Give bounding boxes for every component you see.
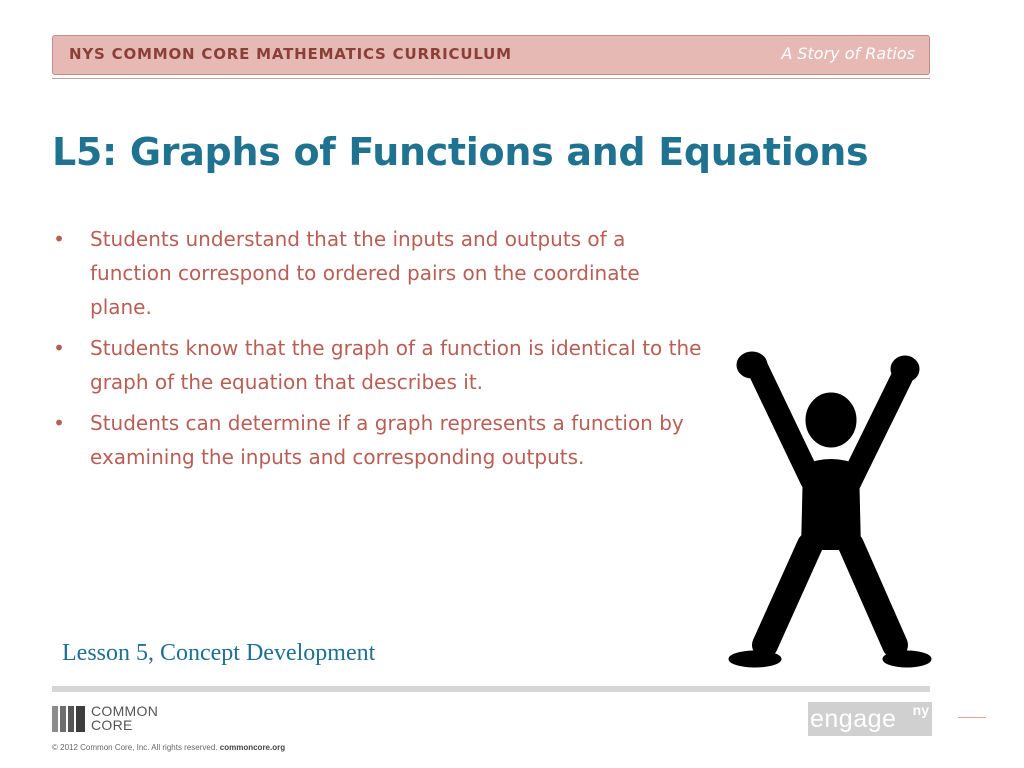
bullet-item bbox=[52, 222, 702, 324]
copyright-link[interactable]: commoncore.org bbox=[219, 743, 286, 752]
bullet-text: Students understand that the inputs and outputs of a function correspond to ordered pairs on the coordinate plane. bbox=[90, 227, 640, 319]
common-core-line2: CORE bbox=[91, 717, 133, 733]
header-banner bbox=[52, 35, 930, 75]
slide-title: L5: Graphs of Functions and Equations bbox=[52, 130, 869, 174]
bullet-dot-icon: • bbox=[53, 227, 65, 251]
bullet-text: Students can determine if a graph represents a function by examining the inputs and corresponding outputs. bbox=[90, 411, 684, 469]
bullet-dot-icon: • bbox=[53, 411, 65, 435]
copyright-text: © 2012 Common Core, Inc. All rights reserved. bbox=[52, 743, 218, 752]
bullet-item bbox=[52, 331, 702, 399]
cheering-person-icon bbox=[725, 345, 935, 670]
bullet-dot-icon: • bbox=[53, 336, 65, 360]
footer-divider bbox=[52, 686, 930, 692]
engage-ny-logo bbox=[808, 702, 932, 736]
engage-logo-text: engage bbox=[810, 705, 897, 733]
bullet-item bbox=[52, 406, 702, 474]
common-core-logo bbox=[52, 704, 192, 736]
decorative-line bbox=[958, 717, 986, 718]
header-divider bbox=[52, 78, 930, 79]
bullet-list bbox=[52, 222, 702, 481]
common-core-line1: COMMON bbox=[91, 703, 159, 719]
curriculum-title: NYS COMMON CORE MATHEMATICS CURRICULUM bbox=[69, 45, 512, 63]
story-subtitle: A Story of Ratios bbox=[781, 44, 915, 63]
bullet-text: Students know that the graph of a function is identical to the graph of the equation that describes it. bbox=[90, 336, 702, 394]
lesson-caption: Lesson 5, Concept Development bbox=[62, 640, 376, 666]
copyright-notice bbox=[52, 743, 285, 752]
engage-logo-ny: ny bbox=[912, 702, 929, 718]
common-core-bars-icon bbox=[52, 706, 86, 732]
